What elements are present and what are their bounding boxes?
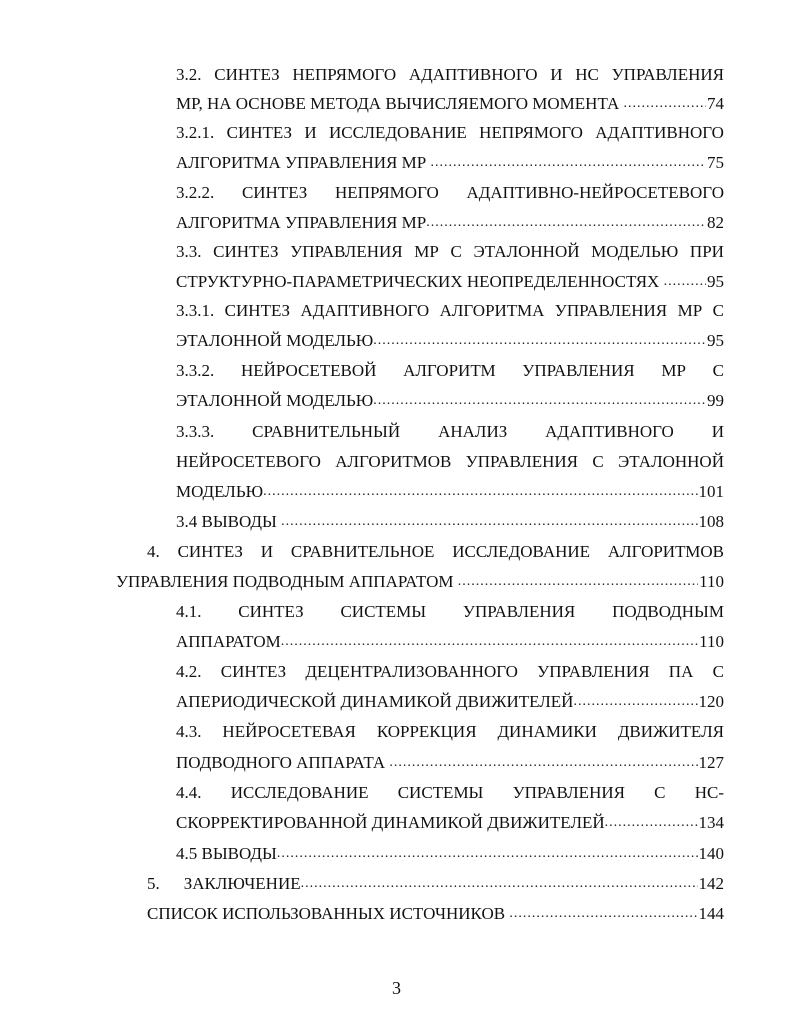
toc-entry-3-2-line-1: 3.2. СИНТЕЗ НЕПРЯМОГО АДАПТИВНОГО И НС УПРАВЛЕНИЯ (176, 65, 724, 84)
page-ref: 120 (698, 692, 724, 711)
toc-entry-3-3-2-line-2[interactable]: ЭТАЛОННОЙ МОДЕЛЬЮ ..... 99 (176, 388, 724, 414)
toc-entry-3-3-3-line-2: НЕЙРОСЕТЕВОГО АЛГОРИТМОВ УПРАВЛЕНИЯ С ЭТАЛОННОЙ (176, 452, 724, 471)
page-ref: 140 (698, 844, 724, 863)
toc-entry-4-5[interactable]: 4.5 ВЫВОДЫ ..... 140 (176, 841, 724, 867)
page-ref: 142 (698, 874, 724, 893)
page-ref: 95 (707, 272, 724, 291)
toc-entry-3-2-1-line-1: 3.2.1. СИНТЕЗ И ИССЛЕДОВАНИЕ НЕПРЯМОГО АДАПТИВНОГО (176, 123, 724, 142)
toc-entry-5[interactable]: 5. ЗАКЛЮЧЕНИЕ ..... 142 (147, 871, 724, 897)
page-ref: 101 (698, 482, 724, 501)
toc-entry-4-3-line-2[interactable]: ПОДВОДНОГО АППАРАТА ..... 127 (176, 750, 724, 776)
page-ref: 99 (707, 391, 724, 410)
toc-entry-3-2-1-line-2[interactable]: АЛГОРИТМА УПРАВЛЕНИЯ МР ..... 75 (176, 150, 724, 176)
toc-entry-4-4-line-1: 4.4. ИССЛЕДОВАНИЕ СИСТЕМЫ УПРАВЛЕНИЯ С НС- (176, 783, 724, 802)
toc-entry-3-2-2-line-1: 3.2.2. СИНТЕЗ НЕПРЯМОГО АДАПТИВНО-НЕЙРОСЕТЕВОГО (176, 183, 724, 202)
toc-entry-3-3-2-line-1: 3.3.2. НЕЙРОСЕТЕВОЙ АЛГОРИТМ УПРАВЛЕНИЯ МР С (176, 361, 724, 380)
page-ref: 110 (699, 572, 724, 591)
toc-entry-4-3-line-1: 4.3. НЕЙРОСЕТЕВАЯ КОРРЕКЦИЯ ДИНАМИКИ ДВИЖИТЕЛЯ (176, 722, 724, 741)
toc-entry-3-3-line-1: 3.3. СИНТЕЗ УПРАВЛЕНИЯ МР С ЭТАЛОННОЙ МОДЕЛЬЮ ПРИ (176, 242, 724, 261)
page-ref: 110 (699, 632, 724, 651)
toc-entry-3-2-line-2[interactable]: МР, НА ОСНОВЕ МЕТОДА ВЫЧИСЛЯЕМОГО МОМЕНТА ..... 74 (176, 91, 724, 117)
toc-entry-4-1-line-1: 4.1. СИНТЕЗ СИСТЕМЫ УПРАВЛЕНИЯ ПОДВОДНЫМ (176, 602, 724, 621)
toc-entry-4-2-line-1: 4.2. СИНТЕЗ ДЕЦЕНТРАЛИЗОВАННОГО УПРАВЛЕНИЯ ПА С (176, 662, 724, 681)
page-ref: 74 (707, 94, 724, 113)
toc-entry-3-3-3-line-1: 3.3.3. СРАВНИТЕЛЬНЫЙ АНАЛИЗ АДАПТИВНОГО И (176, 422, 724, 441)
toc-entry-3-3-1-line-1: 3.3.1. СИНТЕЗ АДАПТИВНОГО АЛГОРИТМА УПРАВЛЕНИЯ МР С (176, 301, 724, 320)
page-ref: 144 (698, 904, 724, 923)
toc-entry-3-3-1-line-2[interactable]: ЭТАЛОННОЙ МОДЕЛЬЮ ..... 95 (176, 328, 724, 354)
page-ref: 127 (698, 753, 724, 772)
toc-entry-3-2-2-line-2[interactable]: АЛГОРИТМА УПРАВЛЕНИЯ МР ..... 82 (176, 210, 724, 236)
toc-entry-3-3-3-line-3[interactable]: МОДЕЛЬЮ ..... 101 (176, 479, 724, 505)
toc-entry-4-4-line-2[interactable]: СКОРРЕКТИРОВАННОЙ ДИНАМИКОЙ ДВИЖИТЕЛЕЙ ..... 134 (176, 810, 724, 836)
toc-entry-4-line-1: 4. СИНТЕЗ И СРАВНИТЕЛЬНОЕ ИССЛЕДОВАНИЕ АЛГОРИТМОВ (147, 542, 724, 561)
page-ref: 134 (698, 813, 724, 832)
toc-entry-references[interactable]: СПИСОК ИСПОЛЬЗОВАННЫХ ИСТОЧНИКОВ ..... 144 (147, 901, 724, 927)
page-ref: 82 (707, 213, 724, 232)
toc-entry-4-1-line-2[interactable]: АППАРАТОМ ..... 110 (176, 629, 724, 655)
page-number: 3 (392, 978, 401, 998)
toc-entry-4-2-line-2[interactable]: АПЕРИОДИЧЕСКОЙ ДИНАМИКОЙ ДВИЖИТЕЛЕЙ ..... 120 (176, 689, 724, 715)
page-ref: 75 (707, 153, 724, 172)
page-ref: 95 (707, 331, 724, 350)
toc-entry-3-3-line-2[interactable]: СТРУКТУРНО-ПАРАМЕТРИЧЕСКИХ НЕОПРЕДЕЛЕННОСТЯХ ..... 95 (176, 269, 724, 295)
toc-entry-4-line-2[interactable]: УПРАВЛЕНИЯ ПОДВОДНЫМ АППАРАТОМ ..... 110 (116, 569, 724, 595)
toc-entry-3-4[interactable]: 3.4 ВЫВОДЫ ..... 108 (176, 509, 724, 535)
page-ref: 108 (698, 512, 724, 531)
